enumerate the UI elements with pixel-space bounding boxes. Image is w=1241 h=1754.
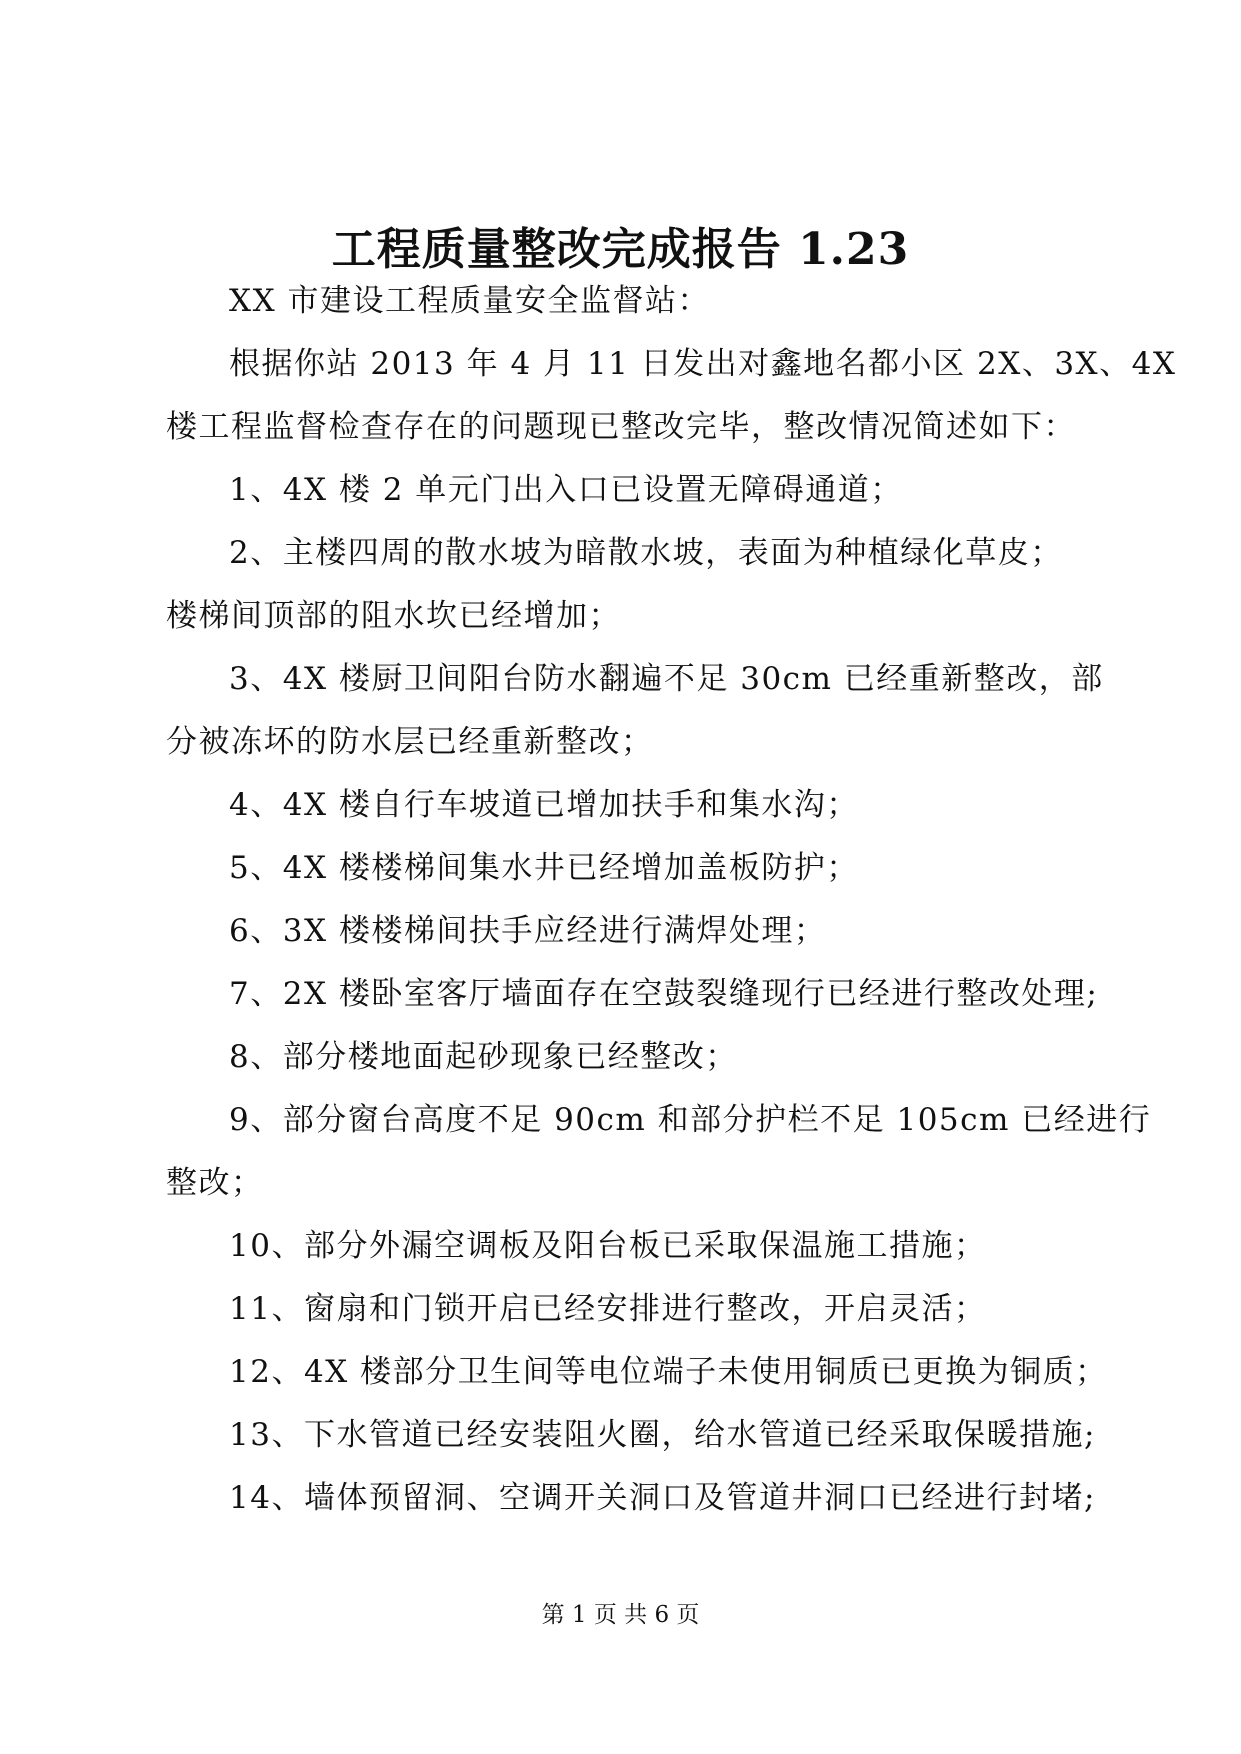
list-item-continuation: 整改； xyxy=(166,1165,264,1201)
page-footer: 第 1 页 共 6 页 xyxy=(541,1602,700,1628)
list-item: 7、2X 楼卧室客厅墙面存在空鼓裂缝现行已经进行整改处理; xyxy=(229,976,1099,1012)
list-item: 10、部分外漏空调板及阳台板已采取保温施工措施； xyxy=(229,1228,987,1264)
document-title: 工程质量整改完成报告 1.23 xyxy=(331,224,910,275)
salutation-line: XX 市建设工程质量安全监督站： xyxy=(229,283,710,319)
list-item: 5、4X 楼楼梯间集水井已经增加盖板防护； xyxy=(229,850,859,886)
document-body xyxy=(166,270,1177,1530)
list-item: 6、3X 楼楼梯间扶手应经进行满焊处理； xyxy=(229,913,827,949)
list-item-continuation: 分被冻坏的防水层已经重新整改； xyxy=(166,724,654,760)
list-item: 12、4X 楼部分卫生间等电位端子未使用铜质已更换为铜质； xyxy=(229,1354,1108,1390)
list-item: 2、主楼四周的散水坡为暗散水坡，表面为种植绿化草皮； xyxy=(229,535,1063,571)
list-item: 3、4X 楼厨卫间阳台防水翻遍不足 30cm 已经重新整改，部 xyxy=(229,661,1104,697)
list-item: 1、4X 楼 2 单元门出入口已设置无障碍通道； xyxy=(229,472,903,508)
paragraph-line: 楼工程监督检查存在的问题现已整改完毕，整改情况简述如下： xyxy=(166,409,1076,445)
list-item: 9、部分窗台高度不足 90cm 和部分护栏不足 105cm 已经进行 xyxy=(229,1102,1152,1138)
list-item-continuation: 楼梯间顶部的阻水坎已经增加； xyxy=(166,598,621,634)
list-item: 4、4X 楼自行车坡道已增加扶手和集水沟； xyxy=(229,787,859,823)
list-item: 8、部分楼地面起砂现象已经整改； xyxy=(229,1039,738,1075)
paragraph-line: 根据你站 2013 年 4 月 11 日发出对鑫地名都小区 2X、3X、4X xyxy=(229,346,1177,382)
list-item: 13、下水管道已经安装阻火圈，给水管道已经采取保暖措施; xyxy=(229,1417,1096,1453)
list-item: 14、墙体预留洞、空调开关洞口及管道井洞口已经进行封堵; xyxy=(229,1480,1096,1516)
list-item: 11、窗扇和门锁开启已经安排进行整改，开启灵活； xyxy=(229,1291,987,1327)
